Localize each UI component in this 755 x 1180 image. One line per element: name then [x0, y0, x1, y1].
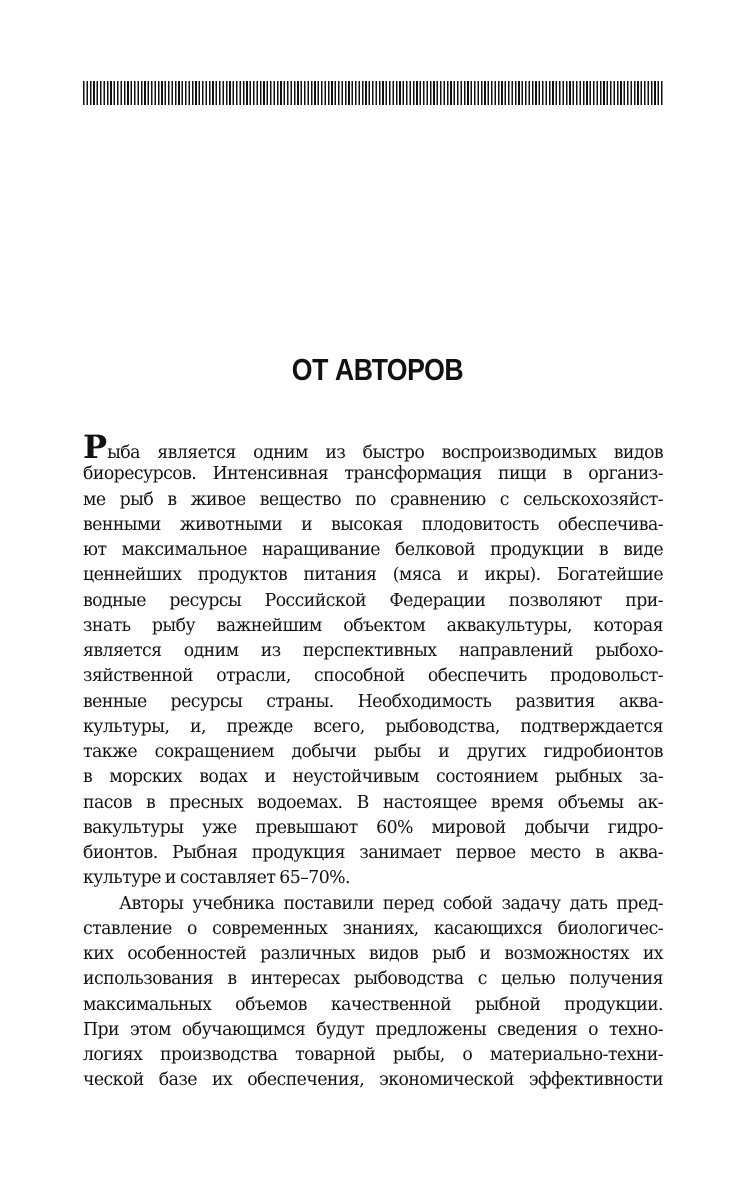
text-line: использования в интересах рыбоводства с целью получения: [83, 969, 663, 990]
text-line: знать рыбу важнейшим объектом аквакультуры, которая: [83, 615, 663, 636]
text-line: Авторы учебника поставили перед собой задачу дать пред-: [119, 893, 663, 914]
text-line: максимальных объемов качественной рыбной продукции.: [83, 994, 663, 1015]
text-line: ют максимальное наращивание белковой продукции в виде: [83, 540, 663, 560]
text-line: зяйственной отрасли, способной обеспечить продовольст-: [83, 666, 663, 687]
text-line: также сокращением добычи рыбы и других гидробионтов: [83, 742, 663, 762]
text-line: бионтов. Рыбная продукция занимает первое место в аква-: [83, 843, 663, 863]
text-line: логиях производства товарной рыбы, о материально-техни-: [83, 1045, 663, 1065]
text-line: ких особенностей различных видов рыб и возможностях их: [83, 944, 663, 964]
section-heading: ОТ АВТОРОВ: [291, 352, 464, 387]
text-line: вакультуры уже превышают 60% мировой добычи гидро-: [83, 817, 663, 838]
text-line: водные ресурсы Российской Федерации позволяют при-: [83, 590, 663, 611]
text-line: биоресурсов. Интенсивная трансформация пищи в организ-: [83, 464, 663, 485]
text-line: венные ресурсы страны. Необходимость развития аква-: [83, 691, 663, 712]
text-line: в морских водах и неустойчивым состоянием рыбных за-: [83, 767, 663, 788]
text-line: ставление о современных знаниях, касающихся биологичес-: [83, 918, 663, 939]
text-line: ценнейших продуктов питания (мяса и икры). Богатейшие: [83, 565, 663, 586]
text-line: Рыба является одним из быстро воспроизводимых видов: [83, 428, 663, 466]
text-line: венными животными и высокая плодовитость обеспечива-: [83, 514, 663, 535]
text-line: культуры, и, прежде всего, рыбоводства, подтверждается: [83, 716, 663, 737]
text-line: ческой базе их обеспечения, экономической эффективности: [83, 1070, 663, 1091]
body-text: [83, 428, 663, 1094]
paragraph-2: [83, 892, 663, 1094]
text-line: пасов в пресных водоемах. В настоящее время объемы ак-: [83, 792, 663, 813]
text-line: является одним из перспективных направлений рыбохо-: [83, 641, 663, 661]
text-line: культуре и составляет 65–70%.: [83, 868, 350, 889]
text-line: При этом обучающимся будут предложены сведения о техно-: [83, 1019, 663, 1040]
decorative-header-rule: [83, 81, 663, 105]
drop-cap: Р: [83, 428, 108, 466]
paragraph-1: [83, 428, 663, 892]
text-line: ме рыб в живое вещество по сравнению с сельскохозяйст-: [83, 489, 663, 510]
